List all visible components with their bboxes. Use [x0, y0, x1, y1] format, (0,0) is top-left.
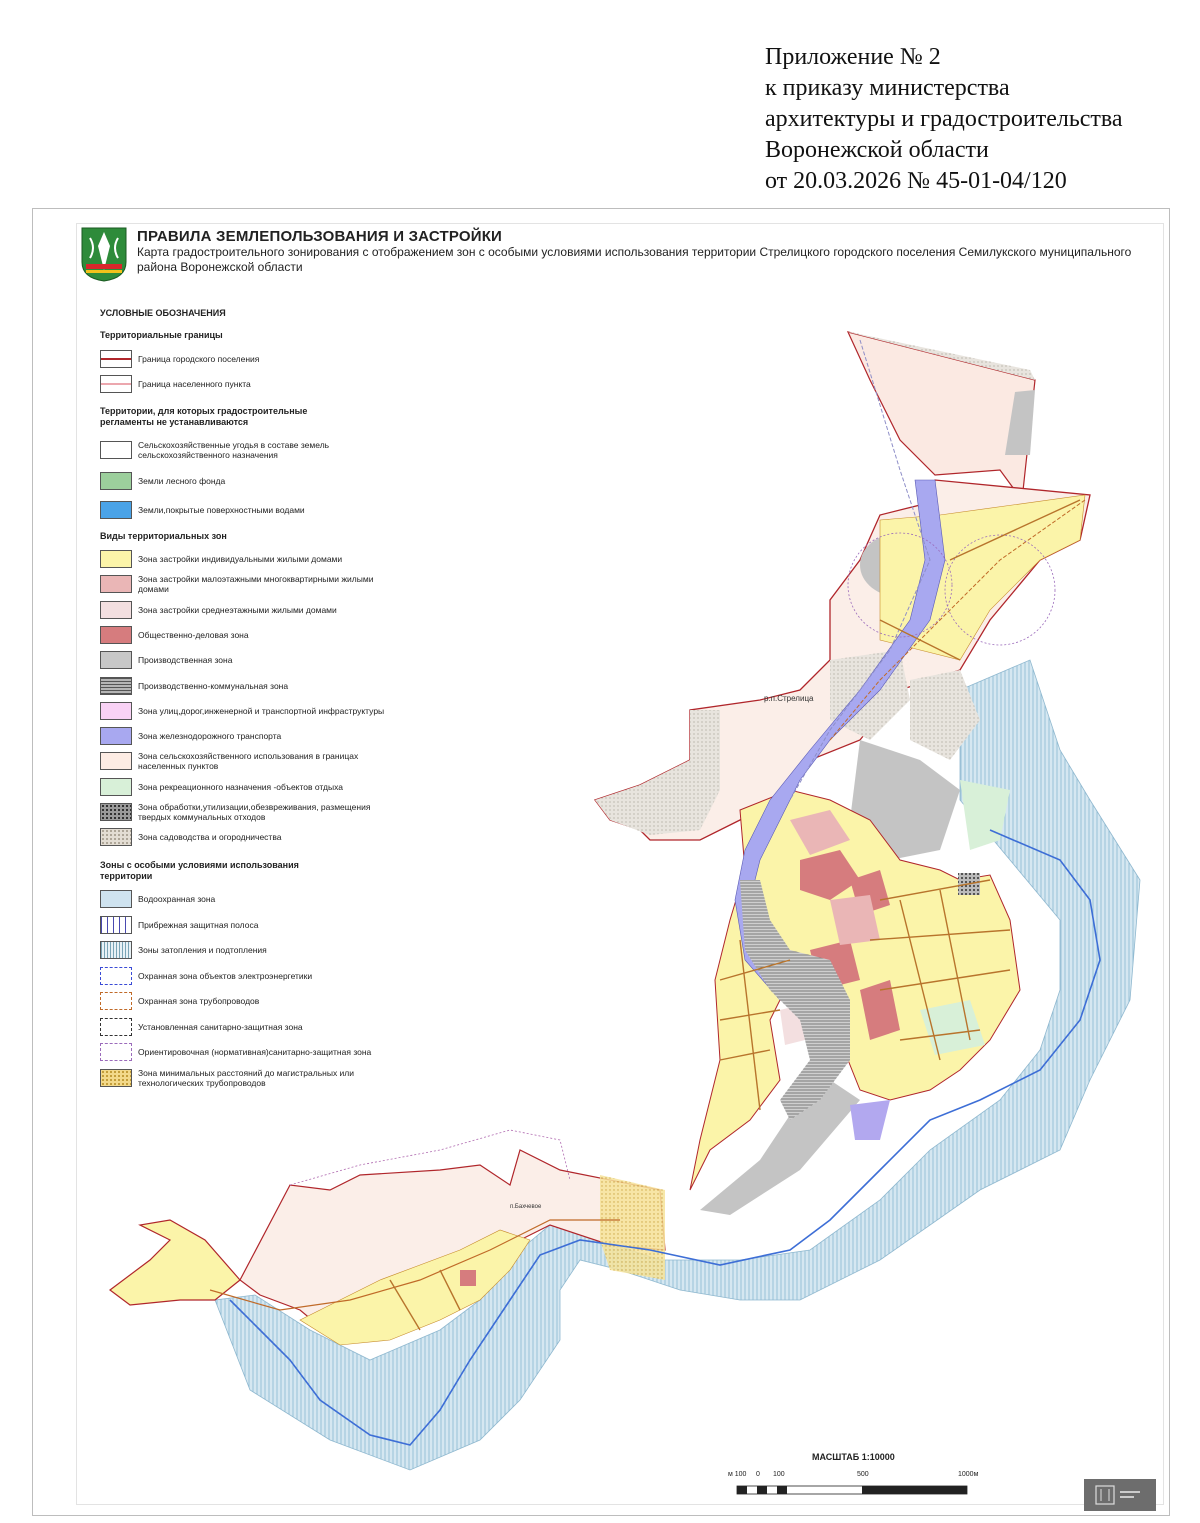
special-swatch [100, 1018, 132, 1036]
legend-item-special [100, 1017, 398, 1037]
forest-swatch [100, 472, 132, 490]
legend-group-zones: Виды территориальных зон [100, 531, 227, 541]
locality-border-swatch [100, 375, 132, 393]
corner-stamp [1084, 1479, 1156, 1511]
legend-label: Производственно-коммунальная зона [138, 680, 289, 691]
legend-item-zone [100, 751, 398, 771]
legend-label: Зона застройки индивидуальными жилыми домами [138, 554, 343, 564]
legend-label: Охранная зона объектов электроэнергетики [138, 970, 313, 981]
legend-item-zone [100, 650, 398, 670]
legend-item-zone [100, 574, 398, 594]
special-swatch [100, 992, 132, 1010]
scale-tick: 1000м [958, 1471, 979, 1478]
zone-swatch [100, 550, 132, 568]
legend-heading: УСЛОВНЫЕ ОБОЗНАЧЕНИЯ [100, 308, 226, 318]
legend-item-zone [100, 701, 398, 721]
legend-label: Прибрежная защитная полоса [138, 919, 259, 930]
special-swatch [100, 967, 132, 985]
legend-group-special: Зоны с особыми условиями использования территории [100, 860, 299, 881]
place-label-strelitsa: р.п.Стрелица [764, 694, 814, 703]
zone-swatch [100, 778, 132, 796]
stamp-icon [1084, 1479, 1156, 1511]
legend-item-water [100, 500, 398, 520]
zone-swatch [100, 752, 132, 770]
zone-swatch [100, 702, 132, 720]
legend-label: Граница городского поселения [138, 354, 260, 364]
legend-label: Земли,покрытые поверхностными водами [138, 505, 305, 515]
legend-label: Установленная санитарно-защитная зона [138, 1021, 303, 1032]
legend-label: Охранная зона трубопроводов [138, 996, 260, 1006]
zone-swatch [100, 828, 132, 846]
legend-item-special [100, 940, 398, 960]
legend-label: Водоохранная зона [138, 894, 216, 904]
legend-label: Зона застройки среднеэтажными жилыми домами [138, 604, 337, 615]
legend-label: Зоны затопления и подтопления [138, 945, 267, 955]
legend-label: Общественно-деловая зона [138, 629, 249, 640]
legend-label: Зона садоводства и огородничества [138, 832, 282, 843]
zone-swatch [100, 803, 132, 821]
settlement-border-swatch [100, 350, 132, 368]
legend-item-special [100, 1042, 398, 1062]
legend-group-no-regulations: Территории, для которых градостроительные регламенты не устанавливаются [100, 406, 308, 427]
agri-lands-swatch [100, 441, 132, 459]
legend-item-agri-lands [100, 440, 398, 460]
legend-label: Зона железнодорожного транспорта [138, 731, 282, 742]
scale-tick: 0 [756, 1471, 760, 1478]
scale-tick: 100 [773, 1471, 785, 1478]
business-block-south [460, 1270, 476, 1286]
legend-item-zone [100, 625, 398, 645]
legend-item-zone [100, 777, 398, 797]
zone-swatch [100, 651, 132, 669]
place-label-bakhchevoe: п.Бахчевое [510, 1204, 542, 1210]
annex-line: Воронежской области [765, 137, 989, 163]
annex-line: от 20.03.2026 № 45-01-04/120 [765, 168, 1067, 194]
legend-item-zone [100, 676, 398, 696]
legend-label: Зона минимальных расстояний до магистральных или технологических трубопроводов [138, 1067, 355, 1088]
pipeline-distance-zone [600, 1175, 665, 1280]
legend-item-special [100, 966, 398, 986]
legend-item-special [100, 1068, 398, 1088]
legend-label: Производственная зона [138, 655, 233, 666]
special-swatch [100, 1069, 132, 1087]
special-swatch [100, 1043, 132, 1061]
legend-item-zone [100, 600, 398, 620]
annex-line: Приложение № 2 [765, 44, 941, 70]
zone-swatch [100, 575, 132, 593]
legend-item-zone [100, 726, 398, 746]
zone-swatch [100, 601, 132, 619]
legend-label: Зона обработки,утилизации,обезвреживания, размещения твердых коммунальных отходов [138, 802, 371, 822]
southwest-settlement [110, 1220, 240, 1305]
legend-item-locality-border [100, 374, 398, 394]
gardening-zone-west [595, 710, 720, 835]
special-swatch [100, 916, 132, 934]
legend-label: Граница населенного пункта [138, 379, 251, 389]
legend-item-zone [100, 549, 398, 569]
legend-item-zone [100, 827, 398, 847]
legend-label: Земли лесного фонда [138, 476, 226, 486]
scale-bar [737, 1486, 967, 1494]
legend-item-special [100, 915, 398, 935]
legend-item-special [100, 889, 398, 909]
zone-swatch [100, 677, 132, 695]
legend-label: Ориентировочная (нормативная)санитарно-защитная зона [138, 1047, 372, 1057]
zone-swatch [100, 626, 132, 644]
zone-swatch [100, 727, 132, 745]
map-title: ПРАВИЛА ЗЕМЛЕПОЛЬЗОВАНИЯ И ЗАСТРОЙКИ [137, 228, 503, 245]
special-swatch [100, 890, 132, 908]
legend-item-forest [100, 471, 398, 491]
legend-group-borders: Территориальные границы [100, 330, 223, 340]
legend-label: Зона улиц,дорог,инженерной и транспортной инфраструктуры [138, 705, 385, 716]
legend-item-settlement-border [100, 349, 398, 369]
legend-label: Зона рекреационного назначения -объектов отдыха [138, 781, 343, 792]
legend-label: Сельскохозяйственные угодья в составе земель сельскохозяйственного назначения [138, 440, 330, 460]
legend-label: Зона застройки малоэтажными многоквартирными жилыми домами [138, 574, 374, 595]
railway-zone-south [850, 1100, 890, 1140]
annex-line: архитектуры и градостроительства [765, 106, 1123, 132]
annex-line: к приказу министерства [765, 75, 1010, 101]
legend-item-zone [100, 802, 398, 822]
scale-tick: м 100 [728, 1471, 747, 1478]
special-swatch [100, 941, 132, 959]
scale-tick: 500 [857, 1471, 869, 1478]
legend-label: Зона сельскохозяйственного использования в границах населенных пунктов [138, 751, 359, 772]
legend-item-special [100, 991, 398, 1011]
agri-zone-north [848, 332, 1035, 500]
map-subtitle: Карта градостроительного зонирования с отображением зон с особыми условиями использования территории Стрелицкого городского поселения Семилукского муниципального района Воронежской области [137, 245, 1132, 274]
water-swatch [100, 501, 132, 519]
scale-title: МАСШТАБ 1:10000 [812, 1452, 895, 1462]
